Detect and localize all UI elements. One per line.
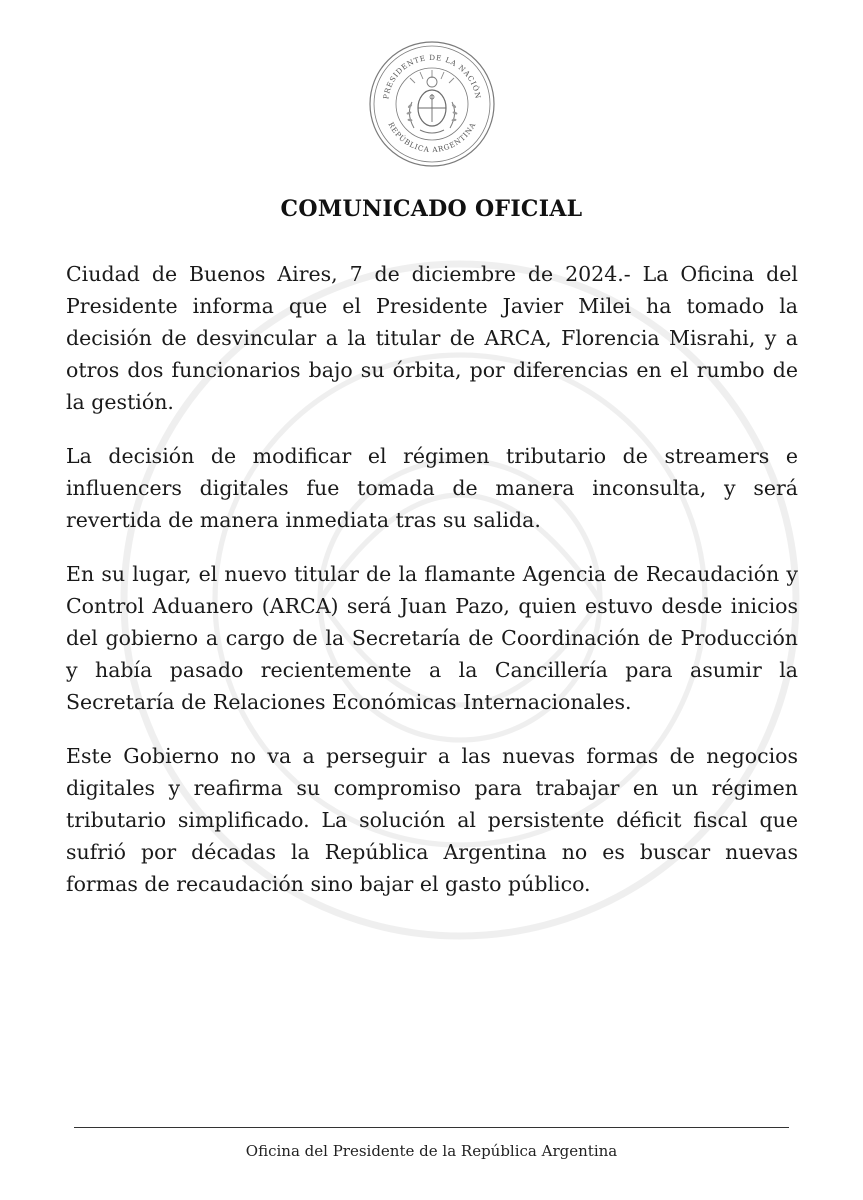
paragraph-1: Ciudad de Buenos Aires, 7 de diciembre de 2024.- La Oficina del Presidente informa que el Presidente Javier Milei ha tomado la decisión de desvincular a la titular de ARCA, Florencia Misrahi, y a otros dos funcionarios bajo su órbita, por diferencias en el rumbo de la gestión. (66, 262, 798, 414)
paragraph-2: La decisión de modificar el régimen tributario de streamers e influencers digitales fue tomada de manera inconsulta, y será revertida de manera inmediata tras su salida. (66, 444, 798, 532)
document-body (66, 258, 798, 922)
footer-text: Oficina del Presidente de la República Argentina (245, 1142, 618, 1160)
document-title: COMUNICADO OFICIAL (280, 196, 583, 222)
seal-bottom-text: REPÚBLICA ARGENTINA (386, 120, 478, 155)
presidential-seal-icon (368, 40, 496, 168)
footer-divider (74, 1127, 789, 1128)
seal-top-text: PRESIDENTE DE LA NACIÓN (381, 52, 483, 100)
paragraph-4: Este Gobierno no va a perseguir a las nuevas formas de negocios digitales y reafirma su compromiso para trabajar en un régimen tributario simplificado. La solución al persistente déficit fiscal que sufrió por décadas la República Argentina no es buscar nuevas formas de recaudación sino bajar el gasto público. (66, 744, 798, 896)
paragraph-3: En su lugar, el nuevo titular de la flamante Agencia de Recaudación y Control Aduanero (ARCA) será Juan Pazo, quien estuvo desde inicios del gobierno a cargo de la Secretaría de Coordinación de Producción y había pasado recientemente a la Cancillería para asumir la Secretaría de Relaciones Económicas Internacionales. (66, 562, 798, 714)
